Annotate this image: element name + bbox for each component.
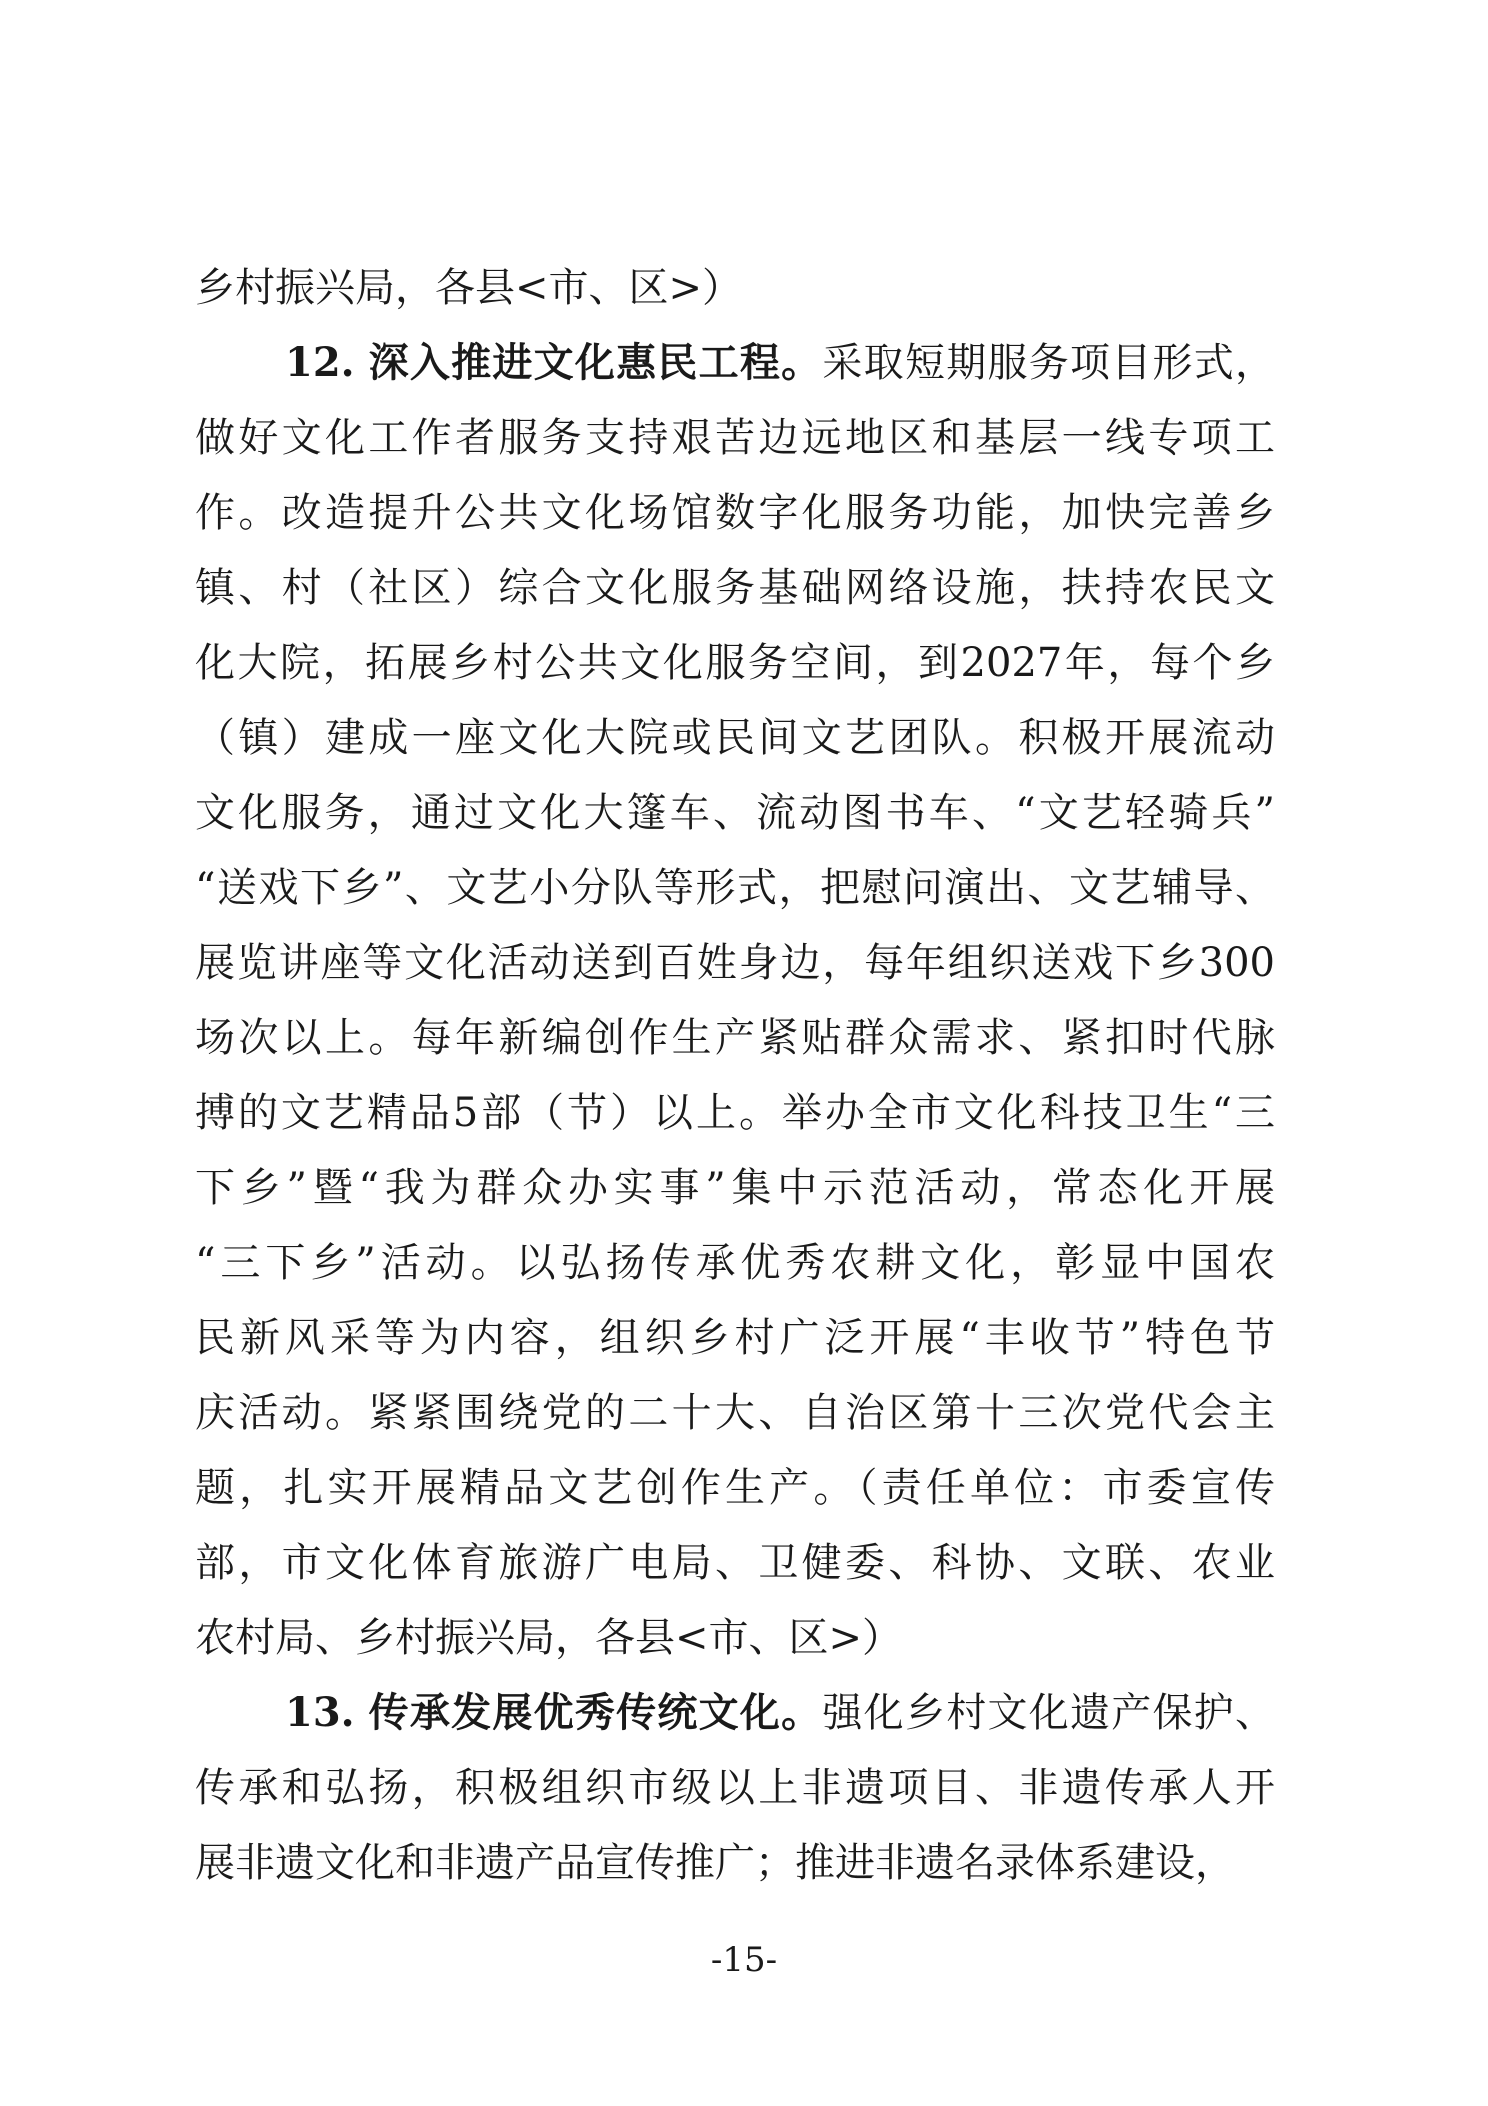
text-line: 题，扎实开展精品文艺创作生产。（责任单位：市委宣传 [195,1465,1275,1511]
text-line: 展非遗文化和非遗产品宣传推广；推进非遗名录体系建设， [195,1840,1235,1886]
text-line: 传承和弘扬，积极组织市级以上非遗项目、非遗传承人开 [195,1765,1275,1811]
section-12-first-line [285,323,1275,403]
text-line: 做好文化工作者服务支持艰苦边远地区和基层一线专项工 [195,415,1275,461]
section-12-heading: 深入推进文化惠民工程。 [368,339,823,386]
text-line: 作。改造提升公共文化场馆数字化服务功能，加快完善乡 [195,490,1275,536]
text-line: 展览讲座等文化活动送到百姓身边，每年组织送戏下乡300 [195,940,1275,986]
text-line: “三下乡”活动。以弘扬传承优秀农耕文化，彰显中国农 [195,1240,1275,1286]
section-13-number: 13. [285,1689,355,1736]
section-13-heading: 传承发展优秀传统文化。 [368,1689,823,1736]
text-line: 场次以上。每年新编创作生产紧贴群众需求、紧扣时代脉 [195,1015,1275,1061]
section-12-text: 采取短期服务项目形式， [822,340,1276,386]
text-line: （镇）建成一座文化大院或民间文艺团队。积极开展流动 [195,715,1275,761]
text-line: 化大院，拓展乡村公共文化服务空间，到2027年，每个乡 [195,640,1275,686]
section-13-first-line [285,1673,1275,1753]
text-line: “送戏下乡”、文艺小分队等形式，把慰问演出、文艺辅导、 [195,865,1275,911]
text-line: 民新风采等为内容，组织乡村广泛开展“丰收节”特色节 [195,1315,1275,1361]
text-line: 庆活动。紧紧围绕党的二十大、自治区第十三次党代会主 [195,1390,1275,1436]
text-line: 农村局、乡村振兴局，各县<市、区>） [195,1615,903,1661]
text-line: 乡村振兴局，各县<市、区>） [195,265,743,311]
text-line: 文化服务，通过文化大篷车、流动图书车、“文艺轻骑兵” [195,790,1275,836]
text-line: 镇、村（社区）综合文化服务基础网络设施，扶持农民文 [195,565,1275,611]
text-line: 部，市文化体育旅游广电局、卫健委、科协、文联、农业 [195,1540,1275,1586]
section-12-number: 12. [285,339,355,386]
text-line: 搏的文艺精品5部（节）以上。举办全市文化科技卫生“三 [195,1090,1275,1136]
page-number: -15- [710,1940,778,1980]
section-13-text: 强化乡村文化遗产保护、 [822,1690,1276,1736]
text-line: 下乡”暨“我为群众办实事”集中示范活动，常态化开展 [195,1165,1275,1211]
